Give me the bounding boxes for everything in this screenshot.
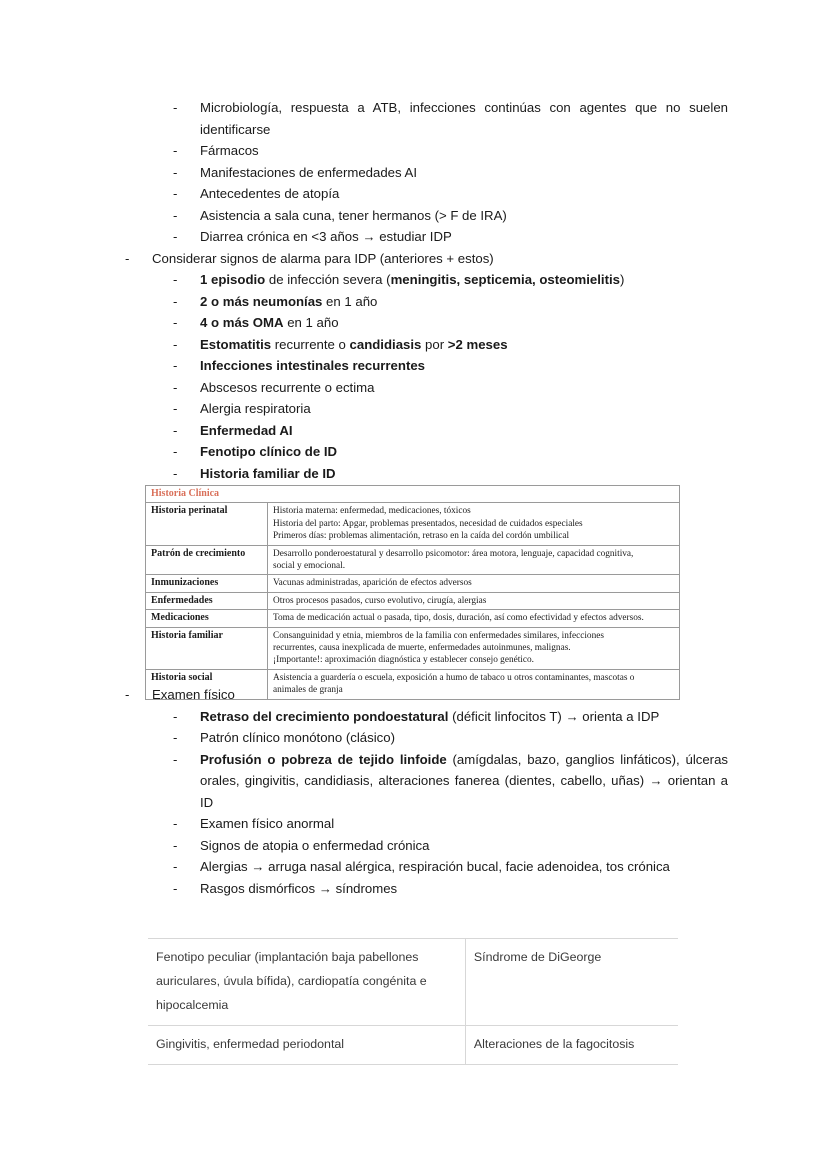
list-item-text <box>200 706 728 728</box>
bullet-dash-icon: - <box>173 143 178 158</box>
table-row-content <box>268 545 680 575</box>
table-cell-line: Vacunas administradas, aparición de efectos adversos <box>273 578 472 589</box>
list-item-text <box>200 355 728 377</box>
plain-text: Diarrea crónica en <3 años → estudiar IDP <box>200 229 452 244</box>
table-cell-line: Primeros días: problemas alimentación, retraso en la caída del cordón umbilical <box>273 531 570 542</box>
table-row-label: Medicaciones <box>146 610 268 627</box>
list-item-text <box>200 398 728 420</box>
list-item <box>173 706 728 728</box>
table-row <box>148 939 678 1026</box>
emphasis-text: candidiasis <box>349 336 422 352</box>
table-row-label: Inmunizaciones <box>146 575 268 592</box>
list-item-text <box>200 813 728 835</box>
list-item-text <box>200 226 728 248</box>
plain-text: en 1 año <box>283 315 339 330</box>
list-item-text <box>200 334 728 356</box>
table-cell-line: Desarrollo ponderoestatural y desarrollo psicomotor: área motora, lenguaje, capacidad cognitiva, <box>273 548 634 559</box>
plain-text: Antecedentes de atopía <box>200 186 340 201</box>
list-item <box>173 140 728 162</box>
bullet-dash-icon: - <box>173 401 178 416</box>
list-item <box>173 226 728 248</box>
list-item <box>173 205 728 227</box>
table-cell-line: Otros procesos pasados, curso evolutivo, cirugía, alergias <box>273 595 487 606</box>
bullet-dash-icon: - <box>173 465 178 481</box>
list-item-text <box>200 291 728 313</box>
bullet-dash-icon: - <box>125 250 130 266</box>
emphasis-text: 2 o más neumonías <box>200 293 323 309</box>
emphasis-text: meningitis, septicemia, osteomielitis <box>390 272 620 287</box>
bullet-dash-icon: - <box>173 859 178 874</box>
list-item-text <box>200 140 728 162</box>
table-sindromes <box>148 938 678 1065</box>
table-cell-line: ¡Importante!: aproximación diagnóstica y establecer consejo genético. <box>273 655 534 666</box>
list-item <box>173 420 728 442</box>
table-cell-line: Historia del parto: Apgar, problemas presentados, necesidad de cuidados especiales <box>273 518 583 529</box>
clinical-finding-cell: Gingivitis, enfermedad periodontal <box>148 1026 465 1065</box>
diagnosis-cell: Alteraciones de la fagocitosis <box>465 1026 678 1065</box>
list-item-text <box>200 856 728 878</box>
table-row <box>146 627 680 669</box>
table-cell-line: recurrentes, causa inexplicada de muerte, enfermedades autoinmunes, malignas. <box>273 643 571 654</box>
emphasis-text: Fenotipo clínico de ID <box>200 444 338 459</box>
emphasis-text: Historia familiar de ID <box>200 465 336 481</box>
bullet-dash-icon: - <box>173 444 178 459</box>
table-cell-line: animales de granja <box>273 685 343 696</box>
list-item-text <box>152 248 728 270</box>
bullet-dash-icon: - <box>173 880 178 896</box>
list-item <box>125 248 728 270</box>
list-item-text <box>200 269 728 291</box>
bullet-dash-icon: - <box>173 730 178 745</box>
table-row <box>146 592 680 609</box>
list-item <box>173 878 728 900</box>
clinical-finding-cell: Fenotipo peculiar (implantación baja pabellones auriculares, úvula bífida), cardiopatía congénita e hipocalcemia <box>148 939 465 1026</box>
list-item <box>173 856 728 878</box>
plain-text: Examen físico anormal <box>200 816 335 831</box>
table-row-label: Historia perinatal <box>146 503 268 545</box>
table-cell-line: Consanguinidad y etnia, miembros de la familia con enfermedades similares, infecciones <box>273 630 604 641</box>
emphasis-text: Enfermedad AI <box>200 422 293 438</box>
list-item <box>173 291 728 313</box>
plain-text: (déficit linfocitos T) → orienta a IDP <box>448 708 660 724</box>
plain-text: de infección severa ( <box>265 272 391 287</box>
plain-text: Abscesos recurrente o ectima <box>200 379 375 395</box>
table-row-label: Historia social <box>146 669 268 699</box>
table-row-content <box>268 627 680 669</box>
list-item <box>173 749 728 814</box>
table-row <box>146 575 680 592</box>
table-cell-line: Toma de medicación actual o pasada, tipo, dosis, duración, así como efectividad y efectos adversos. <box>273 613 644 624</box>
plain-text: Asistencia a sala cuna, tener hermanos (> F de IRA) <box>200 207 507 223</box>
table-row-content <box>268 592 680 609</box>
list-item <box>173 813 728 835</box>
list-item-text <box>200 420 728 442</box>
list-item <box>173 334 728 356</box>
plain-text: Signos de atopia o enfermedad crónica <box>200 837 430 853</box>
list-item <box>173 312 728 334</box>
list-item <box>173 727 728 749</box>
bullet-dash-icon: - <box>173 315 178 330</box>
plain-text: Fármacos <box>200 143 259 158</box>
plain-text: Microbiología, respuesta a ATB, infecciones continúas con agentes que no suelen identificarse <box>200 100 728 137</box>
bullet-dash-icon: - <box>173 186 178 201</box>
table-row-label: Patrón de crecimiento <box>146 545 268 575</box>
emphasis-text: 1 episodio <box>200 272 266 287</box>
plain-text: ) <box>619 272 625 287</box>
list-item <box>173 269 728 291</box>
list-item <box>173 398 728 420</box>
list-item-text <box>200 463 728 485</box>
table-row-content <box>268 503 680 545</box>
bullet-dash-icon: - <box>173 272 178 287</box>
list-item-text <box>200 97 728 140</box>
table-title: Historia Clínica <box>146 486 680 503</box>
emphasis-text: >2 meses <box>447 336 508 352</box>
outline-list-examen-fisico <box>125 684 728 899</box>
table-row <box>146 545 680 575</box>
list-item-text <box>200 727 728 749</box>
plain-text: en 1 año <box>322 293 378 309</box>
table-header-row <box>146 486 680 503</box>
outline-list-top <box>125 97 728 484</box>
bullet-dash-icon: - <box>173 708 178 724</box>
bullet-dash-icon: - <box>173 358 178 373</box>
list-item <box>173 183 728 205</box>
bullet-dash-icon: - <box>173 837 178 853</box>
list-item <box>173 377 728 399</box>
plain-text: Examen físico <box>152 687 235 702</box>
list-item-text <box>200 312 728 334</box>
list-item-text <box>200 377 728 399</box>
bullet-dash-icon: - <box>173 336 178 352</box>
bullet-dash-icon: - <box>173 379 178 395</box>
table-row-content <box>268 575 680 592</box>
bullet-dash-icon: - <box>173 422 178 438</box>
table-row <box>146 503 680 545</box>
plain-text: Considerar signos de alarma para IDP (anteriores + estos) <box>152 250 494 266</box>
list-item <box>173 441 728 463</box>
emphasis-text: Retraso del crecimiento pondoestatural <box>200 708 449 724</box>
bullet-dash-icon: - <box>173 164 178 180</box>
table-cell-line: social y emocional. <box>273 561 346 572</box>
list-item <box>125 684 728 706</box>
bullet-dash-icon: - <box>173 816 178 831</box>
table-cell-line: Asistencia a guardería o escuela, exposición a humo de tabaco u otros contaminantes, mascotas o <box>273 672 635 683</box>
list-item-text <box>200 205 728 227</box>
emphasis-text: Infecciones intestinales recurrentes <box>200 358 426 373</box>
list-item <box>173 835 728 857</box>
list-item-text <box>152 684 728 706</box>
list-item <box>173 97 728 140</box>
bullet-dash-icon: - <box>173 229 178 244</box>
plain-text: Alergias → arruga nasal alérgica, respiración bucal, facie adenoidea, tos crónica <box>200 859 670 874</box>
list-item <box>173 162 728 184</box>
plain-text: por <box>421 336 448 352</box>
plain-text: Manifestaciones de enfermedades AI <box>200 164 417 180</box>
plain-text: (amígdalas, bazo, ganglios linfáticos), úlceras orales, gingivitis, candidiasis, alteraciones fanerea (dientes, cabello, uñas) → orientan a ID <box>200 751 728 810</box>
emphasis-text: Profusión o pobreza de tejido linfoide <box>200 751 447 767</box>
list-item-text <box>200 835 728 857</box>
bullet-dash-icon: - <box>173 207 178 223</box>
list-item-text <box>200 878 728 900</box>
bullet-dash-icon: - <box>173 100 178 115</box>
table-row <box>148 1026 678 1065</box>
emphasis-text: Estomatitis <box>200 336 272 352</box>
list-item-text <box>200 441 728 463</box>
list-item-text <box>200 749 728 814</box>
list-item-text <box>200 162 728 184</box>
table-cell-line: Historia materna: enfermedad, medicaciones, tóxicos <box>273 506 471 517</box>
plain-text: Rasgos dismórficos → síndromes <box>200 880 398 896</box>
bullet-dash-icon: - <box>173 293 178 309</box>
plain-text: Alergia respiratoria <box>200 401 311 416</box>
plain-text: recurrente o <box>271 336 350 352</box>
diagnosis-cell: Síndrome de DiGeorge <box>465 939 678 1026</box>
list-item <box>173 463 728 485</box>
table-row-label: Historia familiar <box>146 627 268 669</box>
list-item-text <box>200 183 728 205</box>
table-row <box>146 610 680 627</box>
table-row-content <box>268 610 680 627</box>
plain-text: Patrón clínico monótono (clásico) <box>200 730 395 745</box>
bullet-dash-icon: - <box>173 751 178 767</box>
table-row-label: Enfermedades <box>146 592 268 609</box>
list-item <box>173 355 728 377</box>
bullet-dash-icon: - <box>125 687 130 702</box>
table-historia-clinica <box>145 485 680 700</box>
emphasis-text: 4 o más OMA <box>200 315 284 330</box>
